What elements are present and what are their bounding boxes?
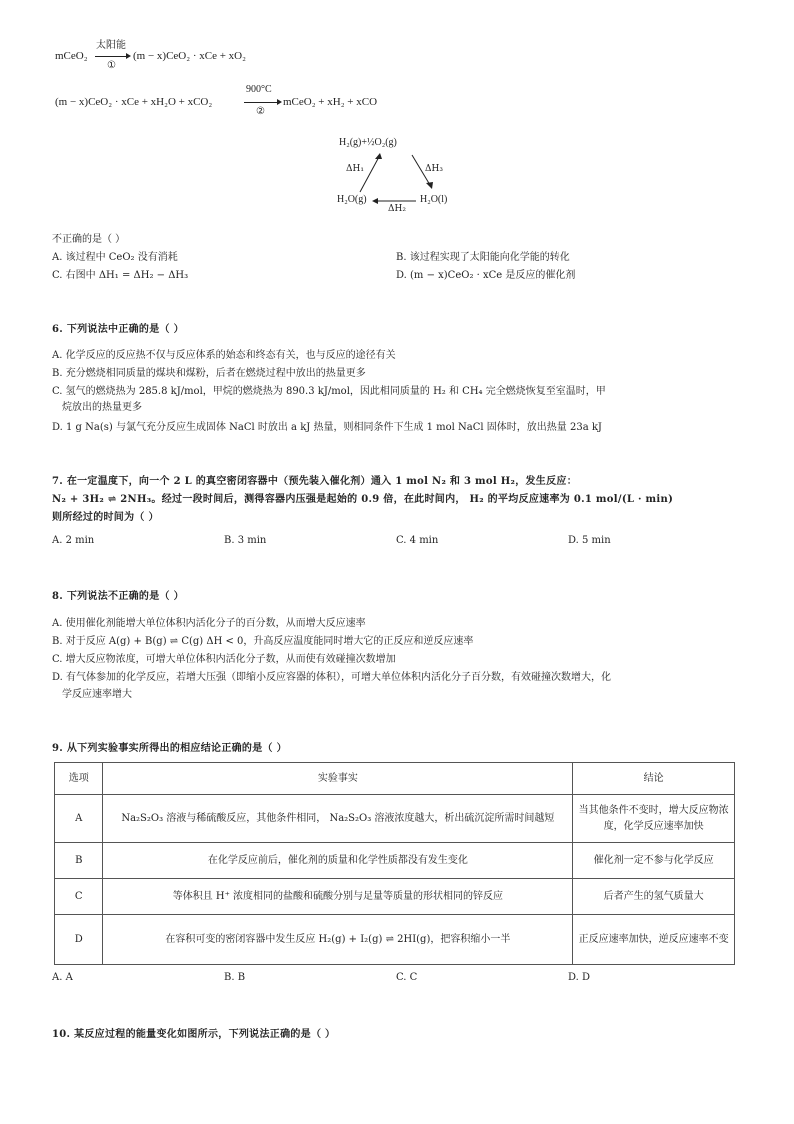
header-option: 选项 — [55, 763, 103, 795]
reaction-1-reactant: mCeO₂ — [55, 50, 88, 62]
row-option: C — [55, 879, 103, 915]
table-row — [55, 915, 735, 965]
reaction-1-step-number: ① — [107, 60, 116, 71]
header-conclusion: 结论 — [573, 763, 735, 795]
row-option: D — [55, 915, 103, 965]
q5-option-a: A. 该过程中 CeO₂ 没有消耗 — [52, 252, 178, 263]
reaction-2-condition: 900°C — [246, 84, 272, 95]
reaction-2-products: mCeO₂ + xH₂ + xCO — [283, 96, 378, 108]
q7-option-b: B. 3 min — [224, 535, 267, 546]
reaction-2-arrowhead — [277, 99, 282, 105]
reaction-1-arrowhead — [126, 53, 131, 59]
q6-option-c: C. 氢气的燃烧热为 285.8 kJ/mol，甲烷的燃烧热为 890.3 kJ/mol，因此相同质量的 H₂ 和 CH₄ 完全燃烧恢复至室温时，甲 — [52, 386, 606, 397]
reaction-2-step-number: ② — [256, 106, 265, 117]
q8-option-b: B. 对于反应 A(g) + B(g) ⇌ C(g) ΔH < 0，升高反应温度能同时增大它的正反应和逆反应速率 — [52, 636, 474, 647]
q7-option-d: D. 5 min — [568, 535, 611, 546]
cycle-water-gas: H₂O(g) — [337, 194, 367, 205]
row-option: B — [55, 843, 103, 879]
q6-option-a: A. 化学反应的反应热不仅与反应体系的始态和终态有关，也与反应的途径有关 — [52, 350, 396, 361]
q8-option-c: C. 增大反应物浓度，可增大单位体积内活化分子数，从而使有效碰撞次数增加 — [52, 654, 396, 665]
q5-option-b: B. 该过程实现了太阳能向化学能的转化 — [396, 252, 570, 263]
row-conclusion: 正反应速率加快，逆反应速率不变 — [573, 915, 735, 965]
table-row — [55, 843, 735, 879]
q5-option-c: C. 右图中 ΔH₁ = ΔH₂ − ΔH₃ — [52, 270, 189, 281]
table-row — [55, 879, 735, 915]
reaction-1-condition: 太阳能 — [96, 40, 126, 51]
cycle-dh1-label: ΔH₁ — [346, 164, 364, 174]
q8-option-a: A. 使用催化剂能增大单位体积内活化分子的百分数，从而增大反应速率 — [52, 618, 366, 629]
q5-option-d: D. (m − x)CeO₂ · xCe 是反应的催化剂 — [396, 270, 576, 281]
row-fact: 在化学反应前后，催化剂的质量和化学性质都没有发生变化 — [103, 843, 573, 879]
q8-stem: 8. 下列说法不正确的是（ ） — [52, 591, 184, 602]
header-fact: 实验事实 — [103, 763, 573, 795]
q8-option-d: D. 有气体参加的化学反应，若增大压强（即缩小反应容器的体积），可增大单位体积内活化分子百分数，有效碰撞次数增大，化 — [52, 672, 612, 683]
row-conclusion: 后者产生的氢气质量大 — [573, 879, 735, 915]
q9-option-a: A. A — [52, 972, 73, 983]
q6-option-d: D. 1 g Na(s) 与氯气充分反应生成固体 NaCl 时放出 a kJ 热量，则相同条件下生成 1 mol NaCl 固体时，放出热量 23a kJ — [52, 422, 602, 433]
q7-option-a: A. 2 min — [52, 535, 95, 546]
q9-option-c: C. C — [396, 972, 418, 983]
cycle-dh3-label: ΔH₃ — [425, 164, 443, 174]
q5-stem: 不正确的是（ ） — [52, 234, 126, 245]
cycle-top-species: H₂(g)+½O₂(g) — [339, 137, 397, 148]
q7-option-c: C. 4 min — [396, 535, 439, 546]
q9-option-d: D. D — [568, 972, 591, 983]
q6-stem: 6. 下列说法中正确的是（ ） — [52, 324, 184, 335]
q6-option-c-cont: 烷放出的热量更多 — [62, 402, 142, 413]
reaction-2-arrow — [244, 102, 280, 103]
row-option: A — [55, 795, 103, 843]
row-conclusion: 当其他条件不变时，增大反应物浓度，化学反应速率加快 — [573, 795, 735, 843]
reaction-1-products: (m − x)CeO₂ · xCe + xO₂ — [133, 50, 246, 62]
q9-stem: 9. 从下列实验事实所得出的相应结论正确的是（ ） — [52, 743, 287, 754]
q7-stem-line1: 7. 在一定温度下，向一个 2 L 的真空密闭容器中（预先装入催化剂）通入 1 mol N₂ 和 3 mol H₂，发生反应： — [52, 476, 577, 487]
row-fact: Na₂S₂O₃ 溶液与稀硫酸反应，其他条件相同， Na₂S₂O₃ 溶液浓度越大，析出硫沉淀所需时间越短 — [103, 795, 573, 843]
q7-stem-line2: N₂ + 3H₂ ⇌ 2NH₃。经过一段时间后，测得容器内压强是起始的 0.9 倍，在此时间内， H₂ 的平均反应速率为 0.1 mol/(L · min) — [52, 494, 674, 505]
cycle-dh2-label: ΔH₂ — [388, 204, 406, 214]
row-fact: 在容积可变的密闭容器中发生反应 H₂(g) + I₂(g) ⇌ 2HI(g)，把容积缩小一半 — [103, 915, 573, 965]
q9-experiment-table — [54, 762, 735, 965]
q8-option-d-cont: 学反应速率增大 — [62, 689, 132, 700]
reaction-1-arrow — [95, 56, 129, 57]
q6-option-b: B. 充分燃烧相同质量的煤块和煤粉，后者在燃烧过程中放出的热量更多 — [52, 368, 366, 379]
reaction-2-reactants: (m − x)CeO₂ · xCe + xH₂O + xCO₂ — [55, 96, 213, 108]
q9-option-b: B. B — [224, 972, 246, 983]
q10-stem: 10. 某反应过程的能量变化如图所示，下列说法正确的是（ ） — [52, 1029, 336, 1040]
row-conclusion: 催化剂一定不参与化学反应 — [573, 843, 735, 879]
cycle-water-liquid: H₂O(l) — [420, 194, 448, 205]
row-fact: 等体积且 H⁺ 浓度相同的盐酸和硫酸分别与足量等质量的形状相同的锌反应 — [103, 879, 573, 915]
table-row — [55, 795, 735, 843]
table-header-row — [55, 763, 735, 795]
q7-stem-line3: 则所经过的时间为（ ） — [52, 512, 159, 523]
